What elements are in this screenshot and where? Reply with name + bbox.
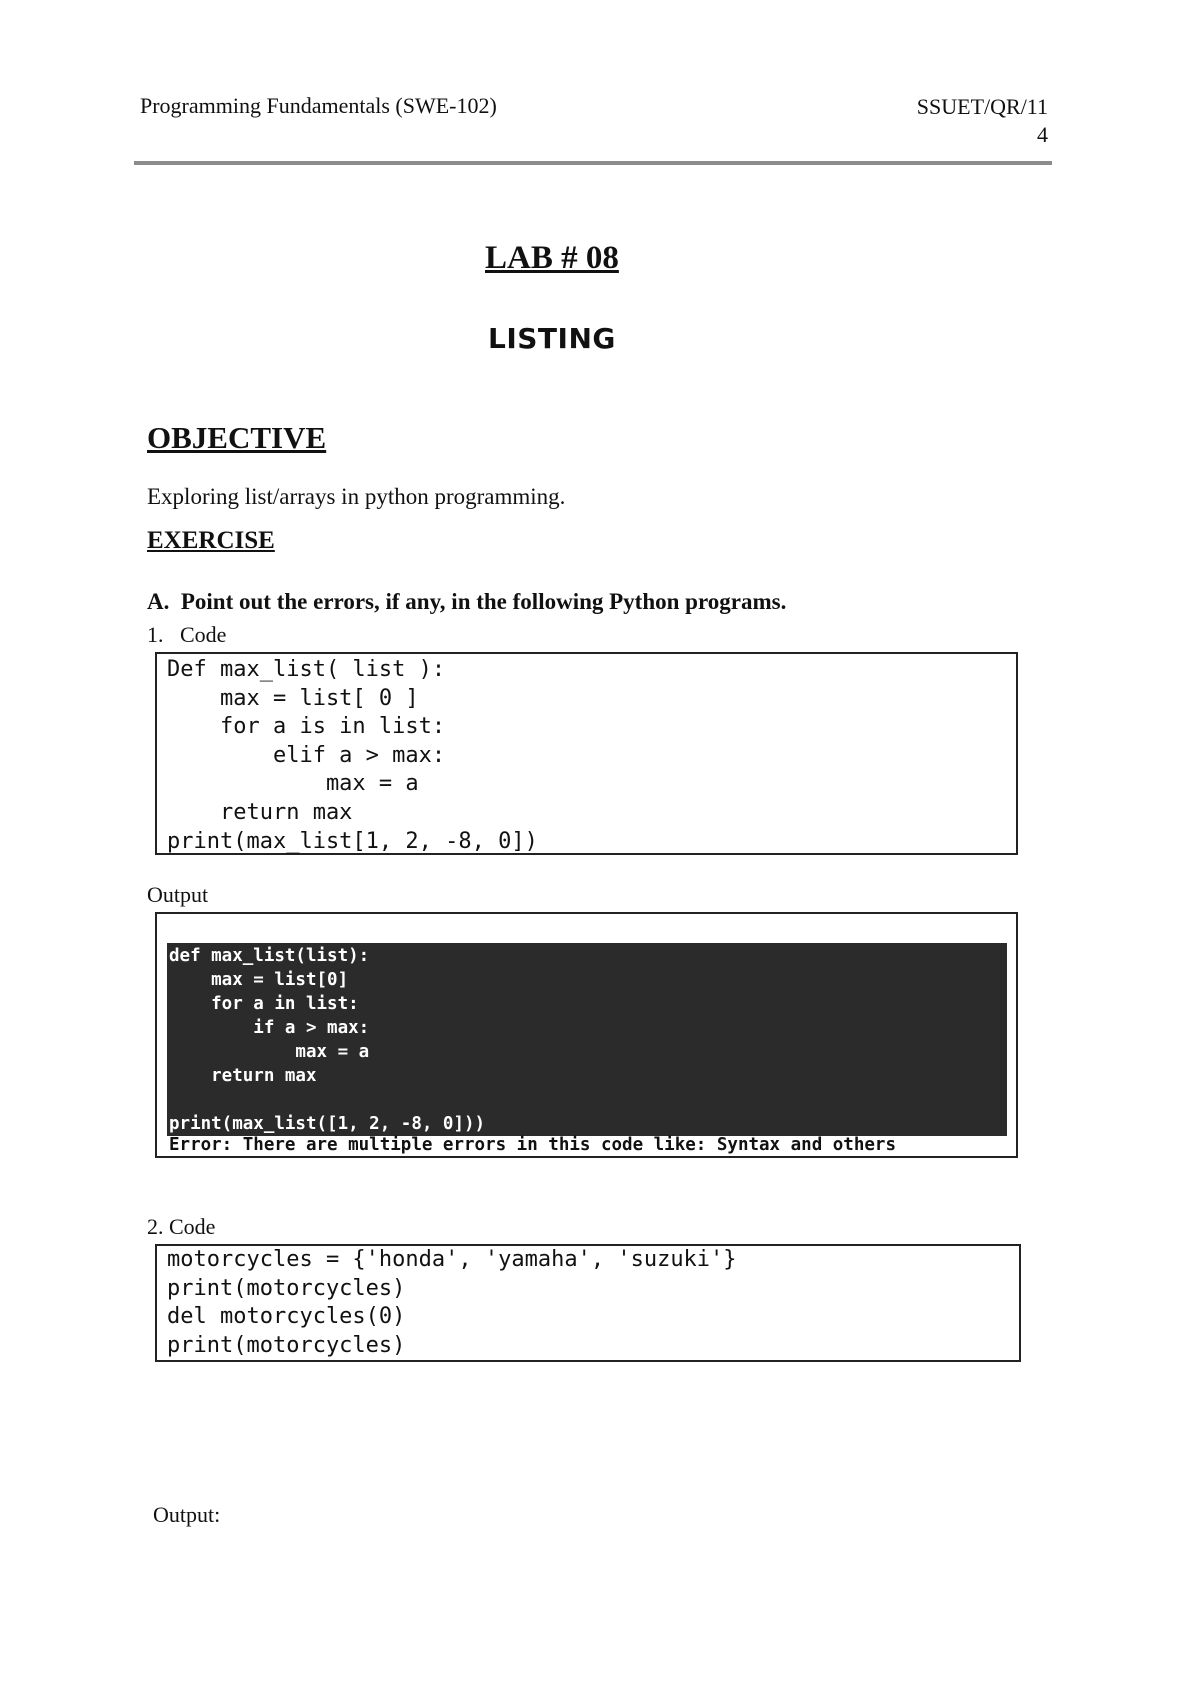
- item1-output-code: def max_list(list): max = list[0] for a in list: if a > max: max = a return max print(max_list([1, 2, -8, 0])): [169, 946, 486, 1134]
- lab-subtitle: LISTING: [488, 322, 616, 355]
- question-a: A. Point out the errors, if any, in the following Python programs.: [147, 589, 787, 614]
- header-doc-code: [900, 93, 1048, 149]
- item1-output-code-block: [167, 943, 1007, 1136]
- item2-code-label: 2. Code: [147, 1214, 216, 1239]
- item2-code-box: [155, 1244, 1021, 1362]
- item1-code-box: [155, 652, 1018, 855]
- objective-text: Exploring list/arrays in python programming.: [147, 484, 566, 509]
- objective-heading: OBJECTIVE: [147, 420, 327, 455]
- lab-title: LAB # 08: [485, 240, 619, 276]
- item1-error-text: Error: There are multiple errors in this code like: Syntax and others: [169, 1135, 896, 1155]
- item1-output-label: Output: [147, 882, 209, 907]
- item1-output-box: [155, 912, 1018, 1158]
- item1-code: Def max_list( list ): max = list[ 0 ] for a is in list: elif a > max: max = a return max print(max_list[1, 2, -8, 0]): [167, 657, 538, 854]
- exercise-heading: EXERCISE: [147, 527, 275, 554]
- header-doc-code-line2: 4: [1037, 122, 1048, 147]
- item2-code: motorcycles = {'honda', 'yamaha', 'suzuki'} print(motorcycles) del motorcycles(0) print(motorcycles): [167, 1247, 737, 1358]
- header-divider: [134, 161, 1052, 165]
- item2-output-label: Output:: [153, 1502, 221, 1527]
- header-course-title: Programming Fundamentals (SWE-102): [140, 93, 497, 118]
- item1-code-label: 1. Code: [147, 622, 227, 647]
- header-doc-code-line1: SSUET/QR/11: [916, 94, 1048, 119]
